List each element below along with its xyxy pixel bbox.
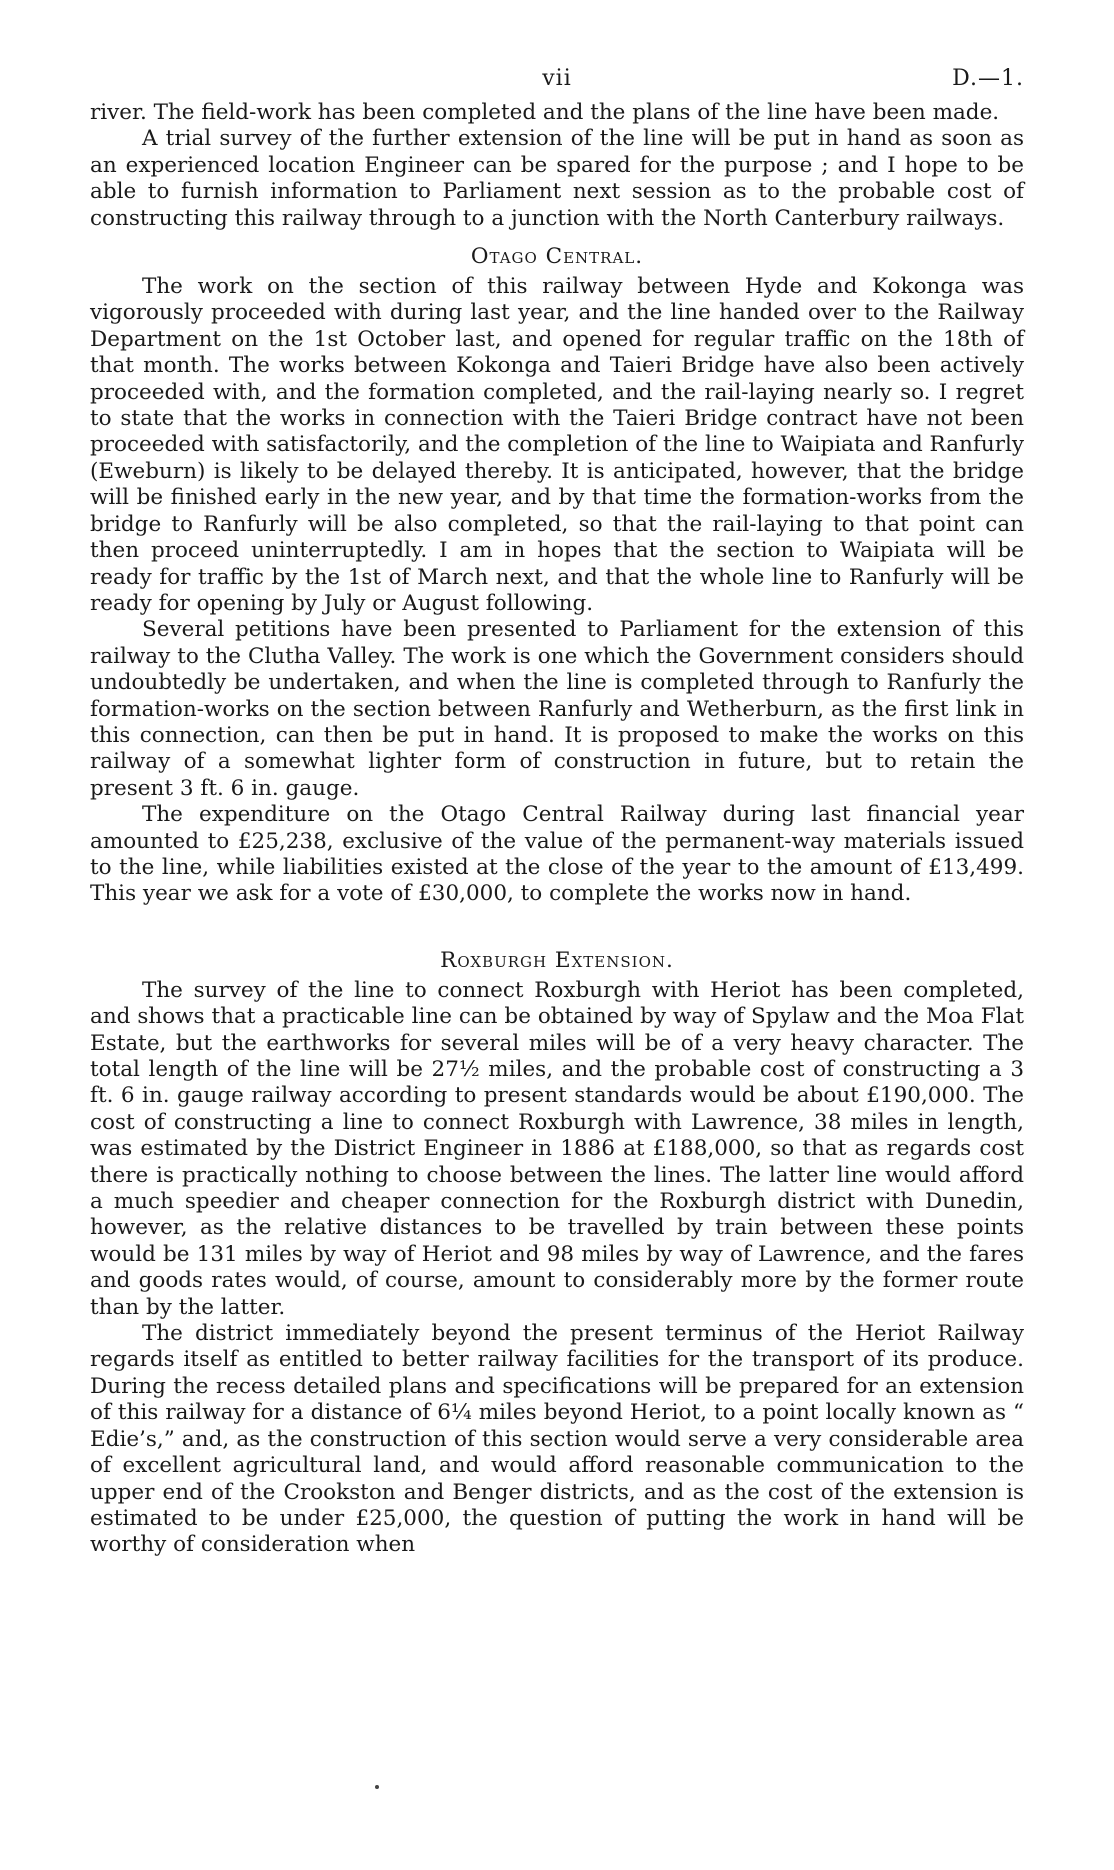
roxburgh-extension-section	[90, 908, 1024, 1559]
section-heading: Otago Central.	[470, 244, 644, 270]
paragraph: Several petitions have been presented to Parliament for the extension of this railway to the Clutha Valley. The work is one which the Government considers should undoubtedly be undertaken, and when the line is completed through to Ranfurly the formation-works on the section between Ranfurly and Wetherburn, as the first link in this connection, can then be put in hand. It is proposed to make the works on this railway of a somewhat lighter form of construction in future, but to retain the present 3 ft. 6 in. gauge.	[90, 617, 1024, 801]
paragraph: A trial survey of the further extension of the line will be put in hand as soon as an experienced location Engineer can be spared for the purpose ; and I hope to be able to furnish information to Parliament next session as to the probable cost of constructing this railway through to a junction with the North Canterbury railways.	[90, 126, 1024, 231]
otago-central-section	[90, 232, 1024, 908]
running-header	[90, 56, 1024, 100]
print-mark	[375, 1785, 379, 1789]
paragraph: The expenditure on the Otago Central Railway during last financial year amounted to £25,238, exclusive of the value of the permanent-way materials issued to the line, while liabilities existed at the close of the year to the amount of £13,499. This year we ask for a vote of £30,000, to complete the works now in hand.	[90, 802, 1024, 907]
paragraph: The work on the section of this railway between Hyde and Kokonga was vigorously proceeded with during last year, and the line handed over to the Railway Department on the 1st October last, and opened for regular traffic on the 18th of that month. The works between Kokonga and Taieri Bridge have also been actively proceeded with, and the formation completed, and the rail-laying nearly so. I regret to state that the works in connection with the Taieri Bridge contract have not been proceeded with satisfactorily, and the completion of the line to Waipiata and Ranfurly (Eweburn) is likely to be delayed thereby. It is anticipated, however, that the bridge will be finished early in the new year, and by that time the formation-works from the bridge to Ranfurly will be also completed, so that the rail-laying to that point can then proceed uninterruptedly. I am in hopes that the section to Waipiata will be ready for traffic by the 1st of March next, and that the whole line to Ranfurly will be ready for opening by July or August following.	[90, 274, 1024, 616]
document-reference: D.—1.	[952, 66, 1024, 91]
paragraph: The survey of the line to connect Roxburgh with Heriot has been completed, and shows that a practicable line can be obtained by way of Spylaw and the Moa Flat Estate, but the earthworks for several miles will be of a very heavy character. The total length of the line will be 27½ miles, and the probable cost of constructing a 3 ft. 6 in. gauge railway according to present standards would be about £190,000. The cost of constructing a line to connect Roxburgh with Lawrence, 38 miles in length, was estimated by the District Engineer in 1886 at £188,000, so that as regards cost there is practically nothing to choose between the lines. The latter line would afford a much speedier and cheaper connection for the Roxburgh district with Dunedin, however, as the relative distances to be travelled by train between these points would be 131 miles by way of Heriot and 98 miles by way of Lawrence, and the fares and goods rates would, of course, amount to considerably more by the former route than by the latter.	[90, 977, 1024, 1320]
page-number: vii	[542, 66, 572, 91]
paragraph: river. The field-work has been completed and the plans of the line have been made.	[90, 100, 1000, 125]
intro-section	[90, 100, 1024, 232]
paragraph: The district immediately beyond the present terminus of the Heriot Railway regards itself as entitled to better railway facilities for the transport of its produce. During the recess detailed plans and specifications will be prepared for an extension of this railway for a distance of 6¼ miles beyond Heriot, to a point locally known as “ Edie’s,” and, as the construction of this section would serve a very considerable area of excellent agricultural land, and would afford reasonable communication to the upper end of the Crookston and Benger districts, and as the cost of the extension is estimated to be under £25,000, the question of putting the work in hand will be worthy of consideration when	[90, 1321, 1024, 1558]
section-heading: Roxburgh Extension.	[440, 947, 674, 973]
document-page	[90, 56, 1024, 1559]
